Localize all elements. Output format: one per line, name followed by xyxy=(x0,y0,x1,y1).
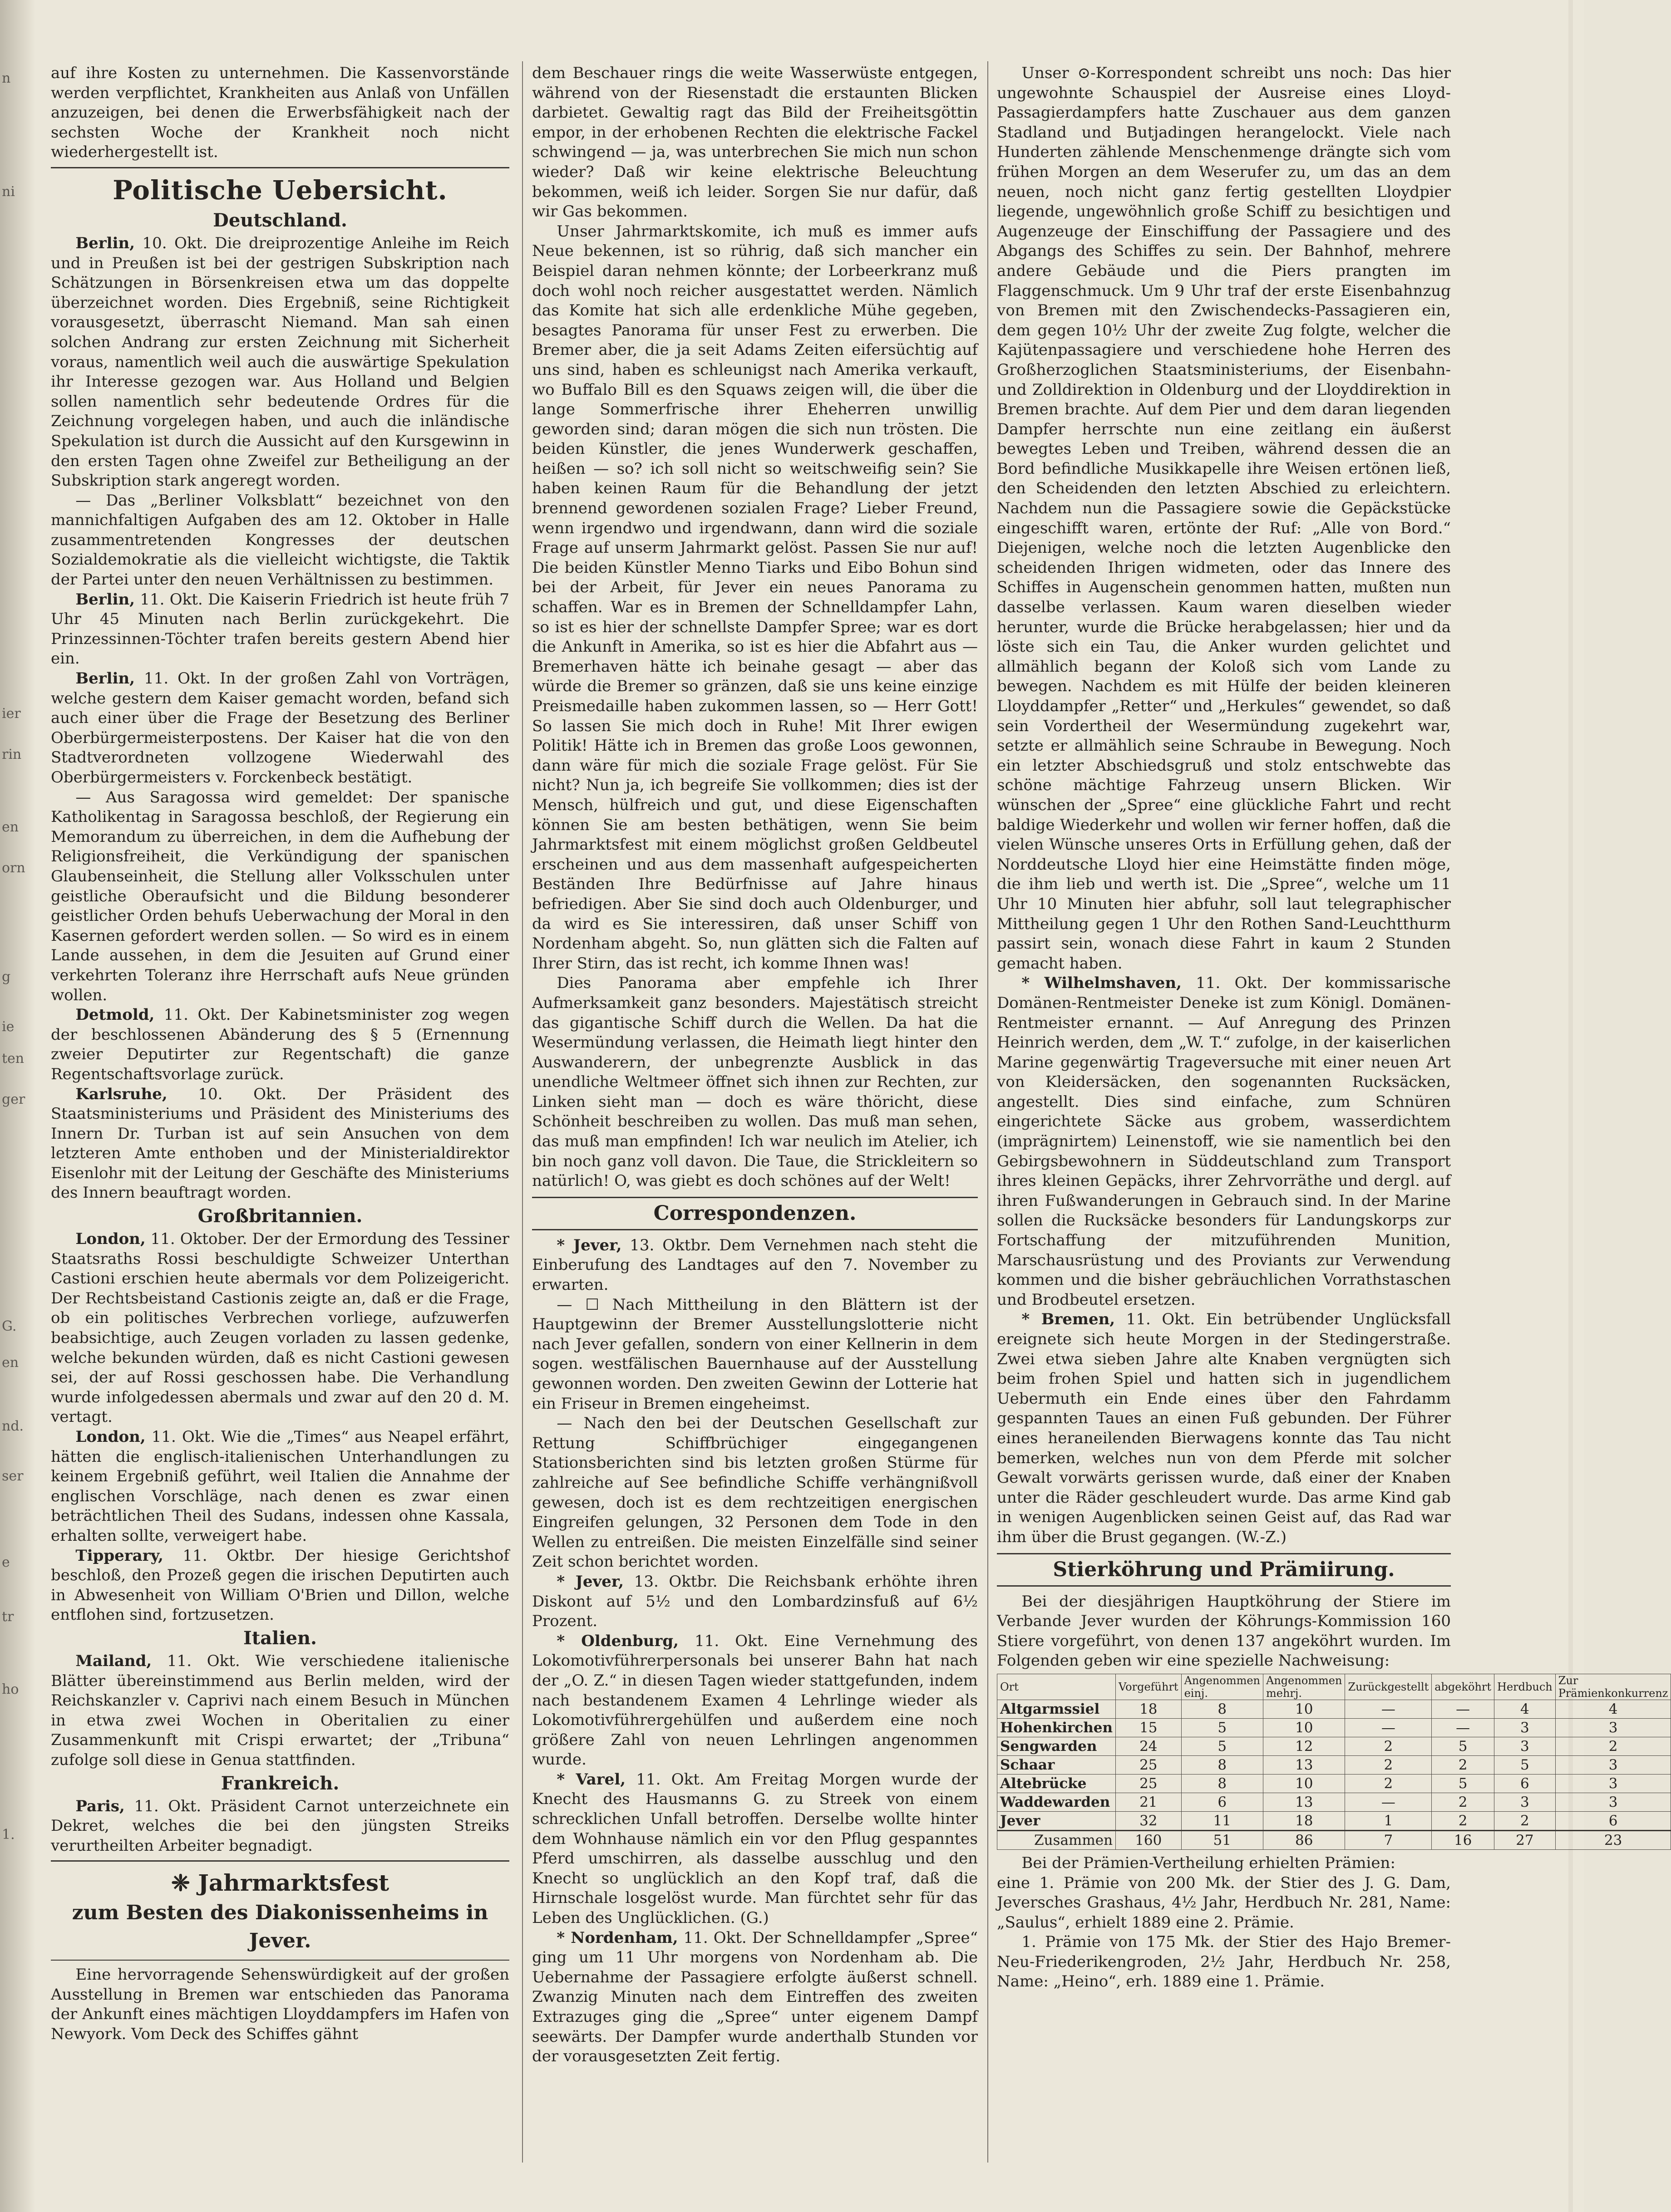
table-cell: 10 xyxy=(1263,1718,1345,1737)
stier-intro: Bei der diesjährigen Hauptköhrung der Stiere im Verbande Jever wurden der Köhrungs-Kommission 160 Stiere vorgeführt, von denen 137 angeköhrt wurden. Im Folgenden geben wir eine spezielle Nachweisung: xyxy=(997,1592,1451,1670)
table-row xyxy=(997,1718,1671,1737)
column-2 xyxy=(532,64,978,2067)
column-rule xyxy=(522,61,523,2163)
table-row xyxy=(997,1755,1671,1774)
margin-fragment: g xyxy=(2,969,11,985)
table-cell: 16 xyxy=(1432,1830,1494,1849)
praemie-2: 1. Prämie von 175 Mk. der Stier des Hajo Bremer-Neu-Friederikengroden, 2½ Jahr, Herdbuch Nr. 258, Name: „Heino“, erh. 1889 eine 1. Prämie. xyxy=(997,1933,1451,1991)
corr-jever-1: * Jever, 13. Oktbr. Dem Vernehmen nach steht die Einberufung des Landtages auf den 7. November zu erwarten. xyxy=(532,1236,978,1294)
article-volksblatt: — Das „Berliner Volksblatt“ bezeichnet von den mannichfaltigen Aufgaben des am 12. Oktober in Halle zusammentretenden Kongresses der deutschen Sozialdemokratie als die vielleicht wichtigste, die Taktik der Partei unter den neuen Verhältnissen zu bestimmen. xyxy=(51,491,509,589)
table-cell: Sengwarden xyxy=(997,1737,1116,1755)
table-cell: — xyxy=(1345,1718,1432,1737)
table-cell: 2 xyxy=(1432,1793,1494,1811)
praemien-intro: Bei der Prämien-Vertheilung erhielten Prämien: xyxy=(1021,1853,1395,1872)
table-cell: 2 xyxy=(1555,1737,1671,1755)
margin-fragment: ni xyxy=(2,184,15,200)
section-heading-correspondence: Correspondenzen. xyxy=(532,1197,978,1230)
margin-fragment: ho xyxy=(2,1681,19,1697)
table-header: Herdbuch xyxy=(1494,1674,1556,1700)
table-cell: Zusammen xyxy=(997,1830,1116,1849)
article-paris: Paris, 11. Okt. Präsident Carnot unterzeichnete ein Dekret, welches die bei den jüngsten Streiks verurtheilten Arbeiter begnadigt. xyxy=(51,1797,510,1855)
table-cell: 18 xyxy=(1116,1700,1182,1718)
table-cell: 3 xyxy=(1555,1793,1671,1811)
feuilleton-para-2: Unser Jahrmarktskomite, ich muß es immer aufs Neue bekennen, ist so rührig, daß sich mancher ein Beispiel daran nehmen könnte; der Lorbeerkranz muß doch wohl noch reicher ausgestattet werden. Nämlich das Komite hat sich alle erdenkliche Mühe gegeben, besagtes Panorama für unser Fest zu erwerben. Die Bremer aber, die ja seit Adams Zeiten eifersüchtig auf uns sind, haben es schleunigst nach Amerika verkauft, wo Buffalo Bill es den Squaws zeigen will, die über die lange Sommerfrische ihrer Eheherren unwillig geworden sind; daran mögen die sich nun trösten. Die beiden Künstler, die jenes Wunderwerk geschaffen, heißen — so? ich soll nicht so weitschweifig sein? Sie haben keinen Raum für die Behandlung der jetzt brennend gewordenen sozialen Frage? Lieber Freund, wenn irgendwo und irgendwann, dann wird die soziale Frage auf unserm Jahrmarkt gelöst. Passen Sie nur auf! Die beiden Künstler Menno Tiarks und Eibo Bohun sind bei der Arbeit, für Jever ein neues Panorama zu schaffen. War es in Bremen der Schnelldampfer Lahn, so ist es hier der schnellste Dampfer Spree; war es dort die Ankunft in Amerika, so ist es hier die Abfahrt aus — Bremerhaven hätte ich beinahe gesagt — aber das würde die Bremer so gränzen, daß sie uns keine einzige Preismedaille haben zukommen lassen, so — Herr Gott! So lassen Sie mich doch in Ruhe! Mit Ihrer ewigen Politik! Hätte ich in Bremen das große Loos gewonnen, dann wäre für mich die soziale Frage gelöst. Für Sie nicht? Nun ja, ich begreife Sie vollkommen; dies ist der Mensch, hülfreich und gut, und diese Eigenschaften können Sie am besten bethätigen, wenn Sie beim Jahrmarktsfest mit einem möglichst großen Geldbeutel erscheinen und aus dem massenhaft aufgespeicherten Beständen Ihre Bedürfnisse auf Jahre hinaus befriedigen. Aber Sie sind doch auch Oldenburger, und da wird es Sie interessiren, daß unser Schiff von Nordenham abgeht. So, nun glätten sich die Falten auf Ihrer Stirn, das ist recht, ich komme Ihnen was! xyxy=(532,222,978,973)
table-header: abgeköhrt xyxy=(1432,1674,1494,1700)
table-header: Angenommen mehrj. xyxy=(1263,1674,1345,1700)
margin-fragment: ier xyxy=(2,706,21,722)
table-row xyxy=(997,1793,1671,1811)
table-row xyxy=(997,1737,1671,1755)
table-cell: — xyxy=(1432,1700,1494,1718)
corr-oldenburg: * Oldenburg, 11. Okt. Eine Vernehmung des Lokomotivführerpersonals bei unserer Bahn hat nach der „O. Z.“ in diesen Tagen wieder stattgefunden, indem nach bestandenem Examen 4 Lehrlinge wieder als Lokomotivführergehülfen und außerdem eine noch größere Zahl von neuen Lehrlingen angenommen wurde. xyxy=(532,1632,978,1769)
article-berlin-1: Berlin, 10. Okt. Die dreiprozentige Anleihe im Reich und in Preußen ist bei der gestrigen Subskription nach Schätzungen in Börsenkreisen etwa um das doppelte überzeichnet worden. Dies Ergebniß, seine Richtigkeit vorausgesetzt, überrascht Niemand. Man sah einen solchen Andrang zur ersten Zeichnung mit Sicherheit voraus, namentlich weil auch die auswärtige Spekulation ihr Interesse gezogen war. Aus Holland und Belgien sollen namentlich sehr bedeutende Ordres für die Zeichnung vorgelegen haben, und auch die inländische Spekulation ist durch die Aussicht auf den Kursgewinn in den ersten Tagen ohne Zweifel zur Betheiligung an der Subskription stark angeregt worden. xyxy=(51,234,509,490)
table-cell: 11 xyxy=(1181,1811,1263,1830)
table-cell: 21 xyxy=(1116,1793,1182,1811)
table-cell: 5 xyxy=(1494,1755,1556,1774)
section-rule xyxy=(51,1960,509,1961)
table-cell: 160 xyxy=(1116,1830,1182,1849)
table-cell: — xyxy=(1345,1700,1432,1718)
table-cell: 6 xyxy=(1494,1774,1556,1793)
corr-bremen: * Bremen, 11. Okt. Ein betrübender Unglücksfall ereignete sich heute Morgen in der Stedingerstraße. Zwei etwa sieben Jahre alte Knaben vergnügten sich beim frohen Spiel und hatten sich in jugendlichem Uebermuth ein Ende eines über den Fahrdamm gespannten Taues an einen Fuß gebunden. Der Führer eines heraneilenden Bierwagens konnte das Tau nicht bemerken, welches nun von dem Pferde mit solcher Gewalt vorwärts gerissen wurde, daß einer der Knaben unter die Räder geschleudert wurde. Das arme Kind gab in wenigen Augenblicken seinen Geist auf, das Rad war ihm über die Brust gegangen. (W.-Z.) xyxy=(997,1310,1451,1546)
article-saragossa: — Aus Saragossa wird gemeldet: Der spanische Katholikentag in Saragossa beschloß, der Regierung ein Memorandum zu überreichen, in dem die Aufhebung der Religionsfreiheit, die Verkündigung der spanischen Glaubenseinheit, die Stellung aller Volksschulen unter geistliche Oberaufsicht und die Bildung besonderer geistlicher Orden behufs Ueberwachung der Moral in den Kasernen gefordert werden sollen. — So wird es in einem Lande aussehen, in dem die Jesuiten auf Grund einer verkehrten Toleranz ihre Herrschaft aufs Neue gründen wollen. xyxy=(51,788,509,1004)
table-cell: — xyxy=(1345,1793,1432,1811)
margin-fragment: nd. xyxy=(2,1418,24,1434)
table-cell: 13 xyxy=(1263,1755,1345,1774)
table-cell: 24 xyxy=(1116,1737,1182,1755)
table-header: Ort xyxy=(997,1674,1116,1700)
table-cell: 3 xyxy=(1555,1774,1671,1793)
table-cell: Hohenkirchen xyxy=(997,1718,1116,1737)
margin-fragment: ten xyxy=(2,1051,25,1067)
table-row xyxy=(997,1700,1671,1718)
table-cell: Altebrücke xyxy=(997,1774,1116,1793)
table-sum-row xyxy=(997,1830,1671,1849)
table-cell: 5 xyxy=(1181,1737,1263,1755)
corr-varel: * Varel, 11. Okt. Am Freitag Morgen wurde der Knecht des Hausmanns G. zu Streek von einem schrecklichen Unfall betroffen. Derselbe wollte hinter dem Wohnhause nämlich ein vor den Pflug gespanntes Pferd umschirren, als dasselbe ausschlug und den Knecht so unglücklich an den Kopf traf, daß die Hirnschale losgelöst wurde. Man fürchtet sehr für das Leben des Unglücklichen. (G.) xyxy=(532,1770,978,1927)
table-cell: 3 xyxy=(1494,1718,1556,1737)
section-rule xyxy=(51,1860,509,1862)
table-cell: 32 xyxy=(1116,1811,1182,1830)
section-heading-stierkoehrung: Stierköhrung und Prämiirung. xyxy=(997,1553,1451,1587)
article-london-1: London, 11. Oktober. Der der Ermordung des Tessiner Staatsraths Rossi beschuldigte Schweizer Unterthan Castioni erschien heute abermals vor dem Polizeigericht. Der Rechtsbeistand Castionis zeigte an, daß er die Frage, ob ein politisches Verbrechen vorliege, aufzuwerfen beabsichtige, auch Zeugen vorladen zu lassen gedenke, welche bekunden würden, daß es nicht Castioni gewesen sei, der auf Rossi geschossen habe. Die Verhandlung wurde infolgedessen abermals und zwar auf den 20 d. M. vertagt. xyxy=(51,1230,510,1426)
table-cell: 2 xyxy=(1345,1755,1432,1774)
margin-fragment: rin xyxy=(2,747,22,762)
table-header: Angenommen einj. xyxy=(1181,1674,1263,1700)
article-berlin-3: Berlin, 11. Okt. In der großen Zahl von Vorträgen, welche gestern dem Kaiser gemacht worden, befand sich auch einer über die Frage der Besetzung des Berliner Oberbürgermeisterpostens. Der Kaiser hat die von den Stadtverordneten vollzogene Wiederwahl des Oberbürgermeisters v. Forckenbeck bestätigt. xyxy=(51,669,510,786)
article-berlin-2: Berlin, 11. Okt. Die Kaiserin Friedrich ist heute früh 7 Uhr 45 Minuten nach Berlin zurückgekehrt. Die Prinzessinnen-Töchter trafen bereits gestern Abend hier ein. xyxy=(51,590,509,668)
table-cell: 27 xyxy=(1494,1830,1556,1849)
column-1 xyxy=(51,64,509,2045)
table-cell: 4 xyxy=(1494,1700,1556,1718)
margin-fragment: ser xyxy=(2,1468,24,1484)
page-edge xyxy=(1568,0,1573,2212)
column-3 xyxy=(997,64,1668,1992)
corr-nordenham: * Nordenham, 11. Okt. Der Schnelldampfer „Spree“ ging um 11 Uhr morgens von Nordenham ab. Die Uebernahme der Passagiere erfolgte äußerst schnell. Zwanzig Minuten nach dem Eintreffen des zweiten Extrazuges ging die „Spree“ unter eigenem Dampf seewärts. Der Dampfer wurde anderthalb Stunden vor der vorausgesetzten Zeit fertig. xyxy=(532,1928,978,2066)
table-cell: Jever xyxy=(997,1811,1116,1830)
table-cell: 5 xyxy=(1432,1774,1494,1793)
corr-jever-lottery: — ☐ Nach Mittheilung in den Blättern ist der Hauptgewinn der Bremer Ausstellungslotterie nicht nach Jever gefallen, sondern von einer Kellnerin in dem sogen. westfälischen Bauernhause auf der Ausstellung gewonnen worden. Den zweiten Gewinn der Lotterie hat ein Friseur in Bremen eingeheimst. xyxy=(532,1295,978,1413)
table-cell: 3 xyxy=(1494,1793,1556,1811)
table-cell: 2 xyxy=(1345,1774,1432,1793)
table-cell: 8 xyxy=(1181,1700,1263,1718)
table-cell: Waddewarden xyxy=(997,1793,1116,1811)
feuilleton-intro: Eine hervorragende Sehenswürdigkeit auf der großen Ausstellung in Bremen war entschieden das Panorama der Ankunft eines mächtigen Lloyddampfers im Hafen von Newyork. Vom Deck des Schiffes gähnt xyxy=(51,1966,509,2044)
feuilleton-para-3: Dies Panorama aber empfehle ich Ihrer Aufmerksamkeit ganz besonders. Majestätisch streicht das gigantische Schiff durch die Wellen. Da hat die Wesermündung verlassen, die Heimath liegt hinter den Auswanderern, der unbegrenzte Ausblick in das unendliche Weltmeer öffnet sich ihnen zur Rechten, zur Linken sieht man — doch es wäre thöricht, diese Schönheit beschreiben zu wollen. Das muß man sehen, das muß man empfinden! Ich war neulich im Atelier, ich bin noch ganz voll davon. Die Taue, die Strickleitern so natürlich! O, was giebt es doch schönes auf der Welt! xyxy=(532,974,978,1190)
continued-text: auf ihre Kosten zu unternehmen. Die Kassenvorstände werden verpflichtet, Krankheiten aus Anlaß von Unfällen anzuzeigen, bei denen die Erwerbsfähigkeit nach der sechsten Woche der Krankheit noch nicht wiederhergestellt ist. xyxy=(51,64,509,162)
margin-fragment: 1. xyxy=(2,1827,15,1843)
margin-fragment: G. xyxy=(2,1318,17,1334)
table-cell: 2 xyxy=(1432,1811,1494,1830)
subheading-britain: Großbritannien. xyxy=(197,1205,363,1227)
praemie-1: eine 1. Prämie von 200 Mk. der Stier des J. G. Dam, Jeversches Grashaus, 4½ Jahr, Herdbuch Nr. 281, Name: „Saulus“, erhielt 1889 eine 2. Prämie. xyxy=(997,1873,1451,1932)
margin-fragment: en xyxy=(2,1355,19,1371)
stier-table xyxy=(997,1674,1671,1850)
table-cell: 8 xyxy=(1181,1774,1263,1793)
column-rule xyxy=(987,61,988,2163)
table-cell: 10 xyxy=(1263,1774,1345,1793)
table-cell: 5 xyxy=(1432,1737,1494,1755)
table-row xyxy=(997,1811,1671,1830)
corr-jever-rescue: — Nach den bei der Deutschen Gesellschaft zur Rettung Schiffbrüchiger eingegangenen Stationsberichten sind bis letzten großen Stürme für zahlreiche auf See befindliche Schiffe verhängnißvoll gewesen, doch ist es dem rechtzeitigen energischen Eingreifen gelungen, 32 Personen dem Tode in den Wellen zu entreißen. Die meisten Einzelfälle sind seiner Zeit schon berichtet worden. xyxy=(532,1414,978,1571)
table-cell: 86 xyxy=(1263,1830,1345,1849)
table-cell: Altgarmssiel xyxy=(997,1700,1116,1718)
table-cell: Schaar xyxy=(997,1755,1116,1774)
table-cell: 25 xyxy=(1116,1774,1182,1793)
article-tipperary: Tipperary, 11. Oktbr. Der hiesige Gerichtshof beschloß, den Prozeß gegen die irischen Deputirten auch in Abwesenheit von William O'Brien und Dillon, welche entflohen sind, fortzusetzen. xyxy=(51,1546,509,1624)
table-cell: 18 xyxy=(1263,1811,1345,1830)
corr-jever-2: * Jever, 13. Oktbr. Die Reichsbank erhöhte ihren Diskont auf 5½ und den Lombardzinsfuß auf 6½ Prozent. xyxy=(532,1572,978,1631)
margin-fragment: orn xyxy=(2,860,25,876)
table-cell: 6 xyxy=(1181,1793,1263,1811)
table-cell: 51 xyxy=(1181,1830,1263,1849)
subheading-italy: Italien. xyxy=(243,1627,317,1649)
feuilleton-subtitle: zum Besten des Diakonissenheims in Jever. xyxy=(72,1901,488,1953)
table-cell: 25 xyxy=(1116,1755,1182,1774)
section-rule xyxy=(51,167,509,168)
feuilleton-continued: dem Beschauer rings die weite Wasserwüste entgegen, während von der Riesenstadt die erstaunten Blicken darbietet. Gewaltig ragt das Bild der Freiheitsgöttin empor, in der erhobenen Rechten die elektrische Fackel schwingend — ja, was unterbrechen Sie mich nun schon wieder? Daß wir keine elektrische Beleuchtung bekommen, weiß ich leider. Sorgen Sie nur dafür, daß wir Gas bekommen. xyxy=(532,64,978,221)
article-detmold: Detmold, 11. Okt. Der Kabinetsminister zog wegen der beschlossenen Abänderung des § 5 (Ernennung zweier Deputirter zur Regentschaft) die ganze Regentschaftsvorlage zurück. xyxy=(51,1006,509,1083)
table-cell: 12 xyxy=(1263,1737,1345,1755)
table-header-row xyxy=(997,1674,1671,1700)
margin-fragment: e xyxy=(2,1554,10,1570)
table-cell: 4 xyxy=(1555,1700,1671,1718)
article-karlsruhe: Karlsruhe, 10. Okt. Der Präsident des Staatsministeriums und Präsident des Ministeriums des Innern Dr. Turban ist auf sein Ansuchen von dem letzteren Amte enthoben und der Ministerialdirektor Eisenlohr mit der Leitung der Geschäfte des Ministeriums des Innern beauftragt worden. xyxy=(51,1085,510,1202)
table-cell: 3 xyxy=(1555,1755,1671,1774)
margin-fragment: ie xyxy=(2,1019,15,1035)
table-row xyxy=(997,1774,1671,1793)
corr-wilhelmshaven: * Wilhelmshaven, 11. Okt. Der kommissarische Domänen-Rentmeister Deneke ist zum Königl. Domänen-Rentmeister ernannt. — Auf Anregung des Prinzen Heinrich werden, dem „W. T.“ zufolge, in der kaiserlichen Marine gegenwärtig Trageversuche mit einer neuen Art von Kleidersäcken, den sogenannten Rucksäcken, angestellt. Dies sind einfache, zum Schnüren eingerichtete Säcke aus grobem, wasserdichtem (imprägnirtem) Leinenstoff, wie sie namentlich bei den Gebirgsbewohnern in Süddeutschland zum Transport ihres kleinen Gepäcks, ihrer Zehrvorräthe und dergl. auf ihren Fußwanderungen in Gebrauch sind. In der Marine sollen die Rucksäcke besonders für Landungskorps zur Fortschaffung der mitzuführenden Munition, Marschausrüstung und des Proviants zur Verwendung kommen und die bisher gebräuchlichen Vorrathstaschen und Brodbeutel ersetzen. xyxy=(997,974,1451,1309)
table-cell: 23 xyxy=(1555,1830,1671,1849)
table-header: Zur Prämienkonkurrenz xyxy=(1555,1674,1671,1700)
article-mailand: Mailand, 11. Okt. Wie verschiedene italienische Blätter übereinstimmend aus Berlin melden, wird der Reichskanzler v. Caprivi nach einem Besuch in München in etwa zwei Wochen in Oberitalien zu einer Zusammenkunft mit Crispi erwartet; der „Tribuna“ zufolge soll diese in Genua stattfinden. xyxy=(51,1652,510,1769)
table-cell: 15 xyxy=(1116,1718,1182,1737)
table-cell: 10 xyxy=(1263,1700,1345,1718)
subheading-france: Frankreich. xyxy=(221,1772,340,1794)
table-cell: 13 xyxy=(1263,1793,1345,1811)
table-cell: 2 xyxy=(1432,1755,1494,1774)
table-cell: 6 xyxy=(1555,1811,1671,1830)
subheading-germany: Deutschland. xyxy=(213,209,347,231)
table-cell: 5 xyxy=(1181,1718,1263,1737)
margin-fragment: ger xyxy=(2,1091,25,1107)
table-header: Vorgeführt xyxy=(1116,1674,1182,1700)
table-cell: 8 xyxy=(1181,1755,1263,1774)
article-london-2: London, 11. Okt. Wie die „Times“ aus Neapel erfährt, hätten die englisch-italienischen Unterhandlungen zu keinem Ergebniß geführt, weil Italien die Annahme der englischen Vorschläge, nach denen es zwar einen beträchtlichen Theil des Sudans, indessen ohne Kassala, erhalten sollte, verweigert habe. xyxy=(51,1428,509,1545)
table-cell: 3 xyxy=(1494,1737,1556,1755)
margin-fragment: tr xyxy=(2,1609,14,1625)
table-cell: 1 xyxy=(1345,1811,1432,1830)
margin-fragment: en xyxy=(2,819,19,835)
section-heading-politics: Politische Uebersicht. xyxy=(113,174,448,206)
table-cell: — xyxy=(1432,1718,1494,1737)
feuilleton-title: ❈ Jahrmarktsfest xyxy=(171,1869,389,1897)
margin-fragment: n xyxy=(2,70,11,86)
table-cell: 2 xyxy=(1494,1811,1556,1830)
corr-nordenham-report: Unser ⊙-Korrespondent schreibt uns noch: Das hier ungewohnte Schauspiel der Ausreise eines Lloyd-Passagierdampfers hatte Zuschauer aus dem ganzen Stadland und Butjadingen herangelockt. Viele nach Hunderten zählende Menschenmenge drängte sich vom frühen Morgen an dem Weserufer zu, um das an dem neuen, noch nicht ganz fertig gestellten Lloydpier liegende, ungewöhnlich große Schiff zu besichtigen und Augenzeuge der Einschiffung der Passagiere und des Abgangs des Schiffes zu sein. Der Bahnhof, mehrere andere Gebäude und die Piers prangten im Flaggenschmuck. Um 9 Uhr traf der erste Eisenbahnzug von Bremen mit den Zwischendecks-Passagieren ein, dem gegen 10½ Uhr der zweite Zug folgte, welcher die Kajütenpassagiere und verschiedene hohe Herren des Großherzoglichen Staatsministeriums, der Eisenbahn- und Zolldirektion in Oldenburg und der Lloyddirektion in Bremen brachte. Auf dem Pier und dem daran liegenden Dampfer herrschte nun eine zeitlang ein äußerst bewegtes Leben und Treiben, während dessen die an Bord befindliche Musikkapelle ihre Weisen ertönen ließ, den Scheidenden den letzten Abschied zu erleichtern. Nachdem nun die Passagiere sowie die Gepäckstücke eingeschifft waren, ertönte der Ruf: „Alle von Bord.“ Diejenigen, welche noch die letzten Augenblicke den scheidenden Ihrigen widmeten, oder das Innere des Schiffes in Augenschein genommen hatten, mußten nun dasselbe verlassen. Kaum waren dieselben wieder herunter, wurde die Brücke herabgelassen; hier und da löste sich ein Tau, die Anker wurden gelichtet und allmählich begann der Koloß sich vom Lande zu bewegen. Nachdem es mit Hülfe der beiden kleineren Lloyddampfer „Retter“ und „Herkules“ gewendet, so daß sein Vordertheil der Wesermündung zugekehrt war, setzte er allmählich seine Schraube in Bewegung. Noch ein letzter Abschiedsgruß und stolz entschwebte das schöne mächtige Fahrzeug unsern Blicken. Wir wünschen der „Spree“ eine glückliche Fahrt und recht baldige Wiederkehr und wollen wir ferner hoffen, daß die vielen Wünsche unseres Orts in Erfüllung gehen, daß der Norddeutsche Lloyd hier eine Heimstätte finden möge, die ihm lieb und werth ist. Die „Spree“, welche um 11 Uhr 10 Minuten hier abfuhr, soll laut telegraphischer Mittheilung gegen 1 Uhr den Rothen Sand-Leuchtthurm passirt sein, wonach diese Fahrt in kaum 2 Stunden gemacht haben. xyxy=(997,64,1451,973)
table-header: Zurückgestellt xyxy=(1345,1674,1432,1700)
table-cell: 7 xyxy=(1345,1830,1432,1849)
table-cell: 2 xyxy=(1345,1737,1432,1755)
table-cell: 3 xyxy=(1555,1718,1671,1737)
